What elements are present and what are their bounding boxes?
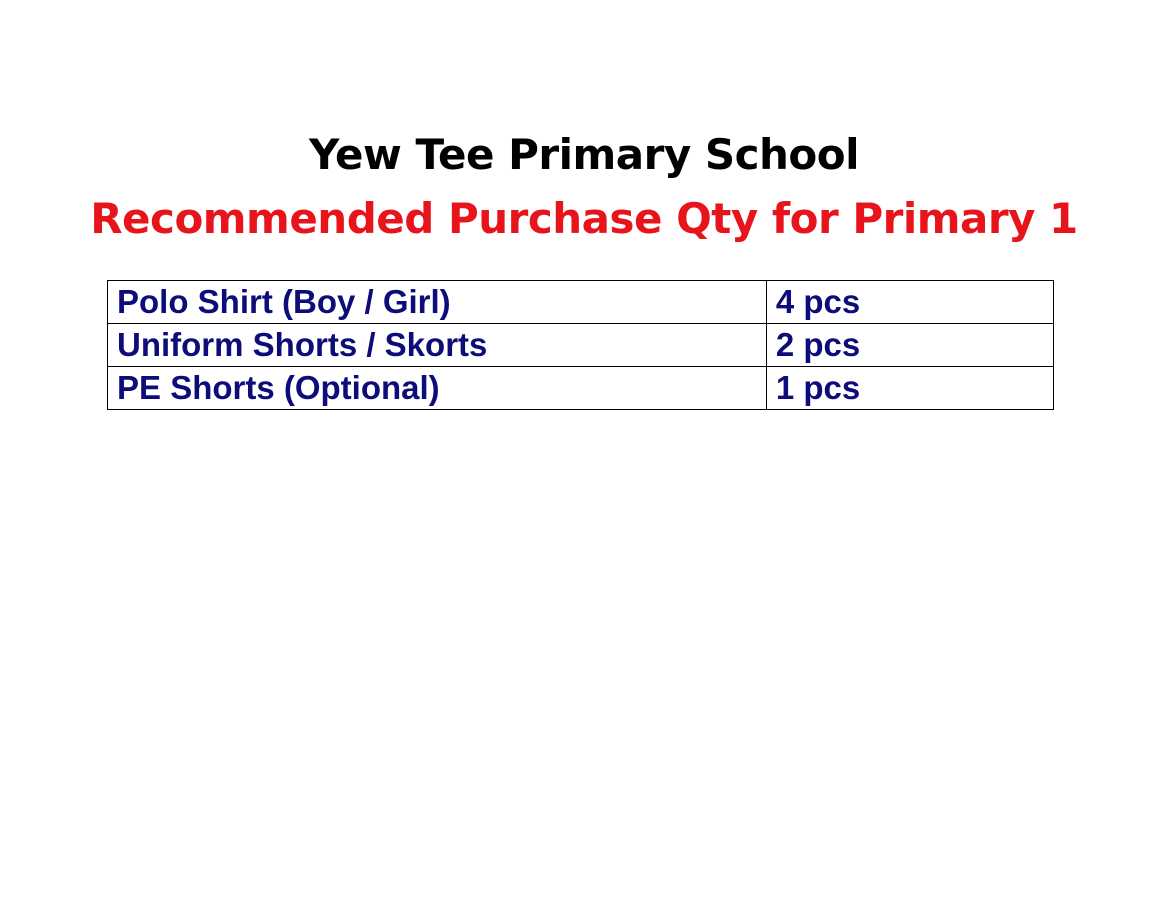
item-name-cell: PE Shorts (Optional) <box>108 367 767 410</box>
table-row <box>108 324 1054 367</box>
item-name-cell: Uniform Shorts / Skorts <box>108 324 767 367</box>
quantity-cell: 1 pcs <box>766 367 1053 410</box>
quantity-cell: 4 pcs <box>766 281 1053 324</box>
table-row <box>108 281 1054 324</box>
school-title: Yew Tee Primary School <box>309 130 859 179</box>
table-row <box>108 367 1054 410</box>
item-name-cell: Polo Shirt (Boy / Girl) <box>108 281 767 324</box>
quantity-cell: 2 pcs <box>766 324 1053 367</box>
page-subtitle: Recommended Purchase Qty for Primary 1 <box>90 194 1078 243</box>
purchase-qty-table <box>107 280 1054 410</box>
